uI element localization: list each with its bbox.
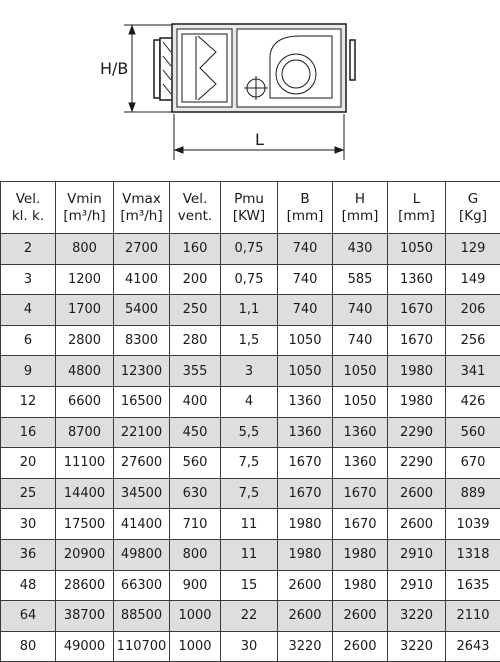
table-cell-width-b: 1050	[278, 325, 333, 356]
table-cell-weight-g: 1039	[446, 509, 500, 540]
table-cell-size-class: 12	[1, 386, 56, 417]
table-cell-height-h: 1360	[333, 417, 388, 448]
table-cell-vmin: 20900	[56, 539, 114, 570]
table-cell-vmin: 4800	[56, 356, 114, 387]
table-cell-width-b: 740	[278, 264, 333, 295]
unit-diagram	[0, 0, 500, 180]
table-cell-vmax: 22100	[114, 417, 170, 448]
table-cell-fan-size: 280	[170, 325, 221, 356]
table-cell-height-h: 1670	[333, 478, 388, 509]
table-cell-weight-g: 889	[446, 478, 500, 509]
table-cell-vmax: 41400	[114, 509, 170, 540]
table-row	[1, 539, 500, 570]
table-cell-length-l: 1670	[388, 325, 446, 356]
table-cell-power: 7,5	[221, 478, 278, 509]
table-cell-power: 30	[221, 631, 278, 662]
table-cell-length-l: 1360	[388, 264, 446, 295]
table-cell-size-class: 3	[1, 264, 56, 295]
table-cell-size-class: 4	[1, 295, 56, 326]
table-cell-height-h: 2600	[333, 601, 388, 632]
table-cell-height-h: 1050	[333, 356, 388, 387]
table-row	[1, 631, 500, 662]
table-cell-length-l: 1670	[388, 295, 446, 326]
table-cell-height-h: 430	[333, 234, 388, 265]
column-header-vmin	[56, 182, 114, 234]
table-cell-fan-size: 400	[170, 386, 221, 417]
table-row	[1, 356, 500, 387]
table-cell-vmin: 11100	[56, 448, 114, 479]
table-cell-vmax: 16500	[114, 386, 170, 417]
table-cell-fan-size: 355	[170, 356, 221, 387]
table-cell-weight-g: 1318	[446, 539, 500, 570]
column-header-line: [m³/h]	[56, 208, 113, 225]
table-cell-length-l: 1980	[388, 356, 446, 387]
table-cell-vmin: 800	[56, 234, 114, 265]
table-cell-length-l: 3220	[388, 601, 446, 632]
table-cell-width-b: 1360	[278, 386, 333, 417]
table-cell-size-class: 80	[1, 631, 56, 662]
column-header-line: vent.	[170, 208, 220, 225]
table-cell-fan-size: 1000	[170, 631, 221, 662]
column-header-line: [mm]	[388, 208, 445, 225]
table-cell-power: 11	[221, 539, 278, 570]
table-cell-vmin: 17500	[56, 509, 114, 540]
column-header-line: G	[446, 191, 500, 208]
table-cell-size-class: 48	[1, 570, 56, 601]
table-cell-power: 11	[221, 509, 278, 540]
table-cell-weight-g: 341	[446, 356, 500, 387]
table-cell-width-b: 740	[278, 234, 333, 265]
table-cell-width-b: 1980	[278, 539, 333, 570]
table-row	[1, 234, 500, 265]
table-cell-power: 1,5	[221, 325, 278, 356]
table-cell-height-h: 585	[333, 264, 388, 295]
table-cell-width-b: 1050	[278, 356, 333, 387]
table-cell-fan-size: 1000	[170, 601, 221, 632]
length-label: L	[255, 130, 264, 149]
column-header-line: B	[278, 191, 332, 208]
table-row	[1, 509, 500, 540]
table-row	[1, 478, 500, 509]
column-header-line: Pmu	[221, 191, 277, 208]
table-cell-height-h: 2600	[333, 631, 388, 662]
column-header-power	[221, 182, 278, 234]
column-header-line: Vel.	[1, 191, 55, 208]
table-cell-size-class: 16	[1, 417, 56, 448]
table-cell-vmax: 34500	[114, 478, 170, 509]
table-cell-length-l: 2290	[388, 448, 446, 479]
table-cell-vmin: 1700	[56, 295, 114, 326]
table-cell-weight-g: 149	[446, 264, 500, 295]
inlet-damper	[154, 38, 174, 100]
specification-table	[0, 181, 500, 662]
table-row	[1, 570, 500, 601]
table-cell-size-class: 20	[1, 448, 56, 479]
table-cell-fan-size: 450	[170, 417, 221, 448]
table-header-row	[1, 182, 500, 234]
table-cell-vmin: 8700	[56, 417, 114, 448]
table-cell-fan-size: 800	[170, 539, 221, 570]
column-header-line: kl. k.	[1, 208, 55, 225]
table-cell-length-l: 2600	[388, 478, 446, 509]
table-cell-size-class: 64	[1, 601, 56, 632]
table-cell-width-b: 3220	[278, 631, 333, 662]
column-header-length-l	[388, 182, 446, 234]
table-cell-height-h: 1050	[333, 386, 388, 417]
table-cell-length-l: 3220	[388, 631, 446, 662]
table-cell-fan-size: 250	[170, 295, 221, 326]
table-cell-weight-g: 1635	[446, 570, 500, 601]
outlet-flange	[350, 40, 355, 80]
column-header-line: Vel.	[170, 191, 220, 208]
table-cell-width-b: 1670	[278, 448, 333, 479]
table-cell-fan-size: 900	[170, 570, 221, 601]
table-cell-size-class: 25	[1, 478, 56, 509]
column-header-fan-size	[170, 182, 221, 234]
table-cell-size-class: 36	[1, 539, 56, 570]
table-cell-weight-g: 129	[446, 234, 500, 265]
table-cell-vmax: 4100	[114, 264, 170, 295]
table-cell-weight-g: 256	[446, 325, 500, 356]
table-cell-width-b: 1670	[278, 478, 333, 509]
table-cell-fan-size: 710	[170, 509, 221, 540]
table-cell-height-h: 1980	[333, 539, 388, 570]
column-header-width-b	[278, 182, 333, 234]
table-cell-vmin: 1200	[56, 264, 114, 295]
table-cell-length-l: 2600	[388, 509, 446, 540]
table-cell-power: 5,5	[221, 417, 278, 448]
table-cell-power: 15	[221, 570, 278, 601]
table-cell-size-class: 6	[1, 325, 56, 356]
table-row	[1, 386, 500, 417]
table-cell-vmax: 5400	[114, 295, 170, 326]
table-cell-power: 3	[221, 356, 278, 387]
table-cell-height-h: 740	[333, 325, 388, 356]
table-cell-length-l: 2290	[388, 417, 446, 448]
table-row	[1, 325, 500, 356]
table-cell-fan-size: 200	[170, 264, 221, 295]
table-cell-width-b: 1360	[278, 417, 333, 448]
column-header-size-class	[1, 182, 56, 234]
table-cell-vmax: 88500	[114, 601, 170, 632]
table-cell-size-class: 30	[1, 509, 56, 540]
table-cell-height-h: 1670	[333, 509, 388, 540]
table-cell-vmax: 110700	[114, 631, 170, 662]
table-row	[1, 295, 500, 326]
table-cell-length-l: 2910	[388, 539, 446, 570]
table-row	[1, 601, 500, 632]
column-header-line: L	[388, 191, 445, 208]
table-cell-weight-g: 670	[446, 448, 500, 479]
table-cell-power: 7,5	[221, 448, 278, 479]
table-cell-vmax: 27600	[114, 448, 170, 479]
column-header-line: Vmin	[56, 191, 113, 208]
column-header-line: [KW]	[221, 208, 277, 225]
table-cell-fan-size: 630	[170, 478, 221, 509]
table-cell-weight-g: 206	[446, 295, 500, 326]
table-cell-vmin: 38700	[56, 601, 114, 632]
table-cell-width-b: 2600	[278, 570, 333, 601]
table-cell-height-h: 1980	[333, 570, 388, 601]
unit-housing	[172, 24, 346, 112]
table-cell-power: 0,75	[221, 234, 278, 265]
column-header-line: Vmax	[114, 191, 169, 208]
table-cell-power: 1,1	[221, 295, 278, 326]
table-cell-length-l: 1980	[388, 386, 446, 417]
table-cell-size-class: 2	[1, 234, 56, 265]
height-width-label: H/B	[100, 59, 128, 78]
table-cell-width-b: 1980	[278, 509, 333, 540]
table-cell-vmin: 28600	[56, 570, 114, 601]
column-header-line: [mm]	[333, 208, 387, 225]
table-cell-height-h: 740	[333, 295, 388, 326]
table-cell-height-h: 1360	[333, 448, 388, 479]
table-cell-length-l: 1050	[388, 234, 446, 265]
column-header-line: H	[333, 191, 387, 208]
column-header-line: [m³/h]	[114, 208, 169, 225]
table-row	[1, 448, 500, 479]
table-cell-vmax: 49800	[114, 539, 170, 570]
column-header-line: [mm]	[278, 208, 332, 225]
table-cell-length-l: 2910	[388, 570, 446, 601]
table-cell-fan-size: 160	[170, 234, 221, 265]
table-cell-vmin: 49000	[56, 631, 114, 662]
column-header-height-h	[333, 182, 388, 234]
table-row	[1, 264, 500, 295]
table-row	[1, 417, 500, 448]
column-header-line: [Kg]	[446, 208, 500, 225]
table-cell-power: 22	[221, 601, 278, 632]
table-cell-vmax: 2700	[114, 234, 170, 265]
table-cell-fan-size: 560	[170, 448, 221, 479]
table-cell-size-class: 9	[1, 356, 56, 387]
table-cell-vmax: 12300	[114, 356, 170, 387]
table-cell-weight-g: 2643	[446, 631, 500, 662]
column-header-vmax	[114, 182, 170, 234]
table-cell-power: 0,75	[221, 264, 278, 295]
table-cell-weight-g: 2110	[446, 601, 500, 632]
table-cell-vmin: 2800	[56, 325, 114, 356]
table-cell-weight-g: 560	[446, 417, 500, 448]
column-header-weight-g	[446, 182, 500, 234]
table-cell-width-b: 2600	[278, 601, 333, 632]
table-cell-vmax: 8300	[114, 325, 170, 356]
table-cell-width-b: 740	[278, 295, 333, 326]
table-cell-vmin: 6600	[56, 386, 114, 417]
table-cell-weight-g: 426	[446, 386, 500, 417]
table-cell-power: 4	[221, 386, 278, 417]
table-cell-vmin: 14400	[56, 478, 114, 509]
table-cell-vmax: 66300	[114, 570, 170, 601]
